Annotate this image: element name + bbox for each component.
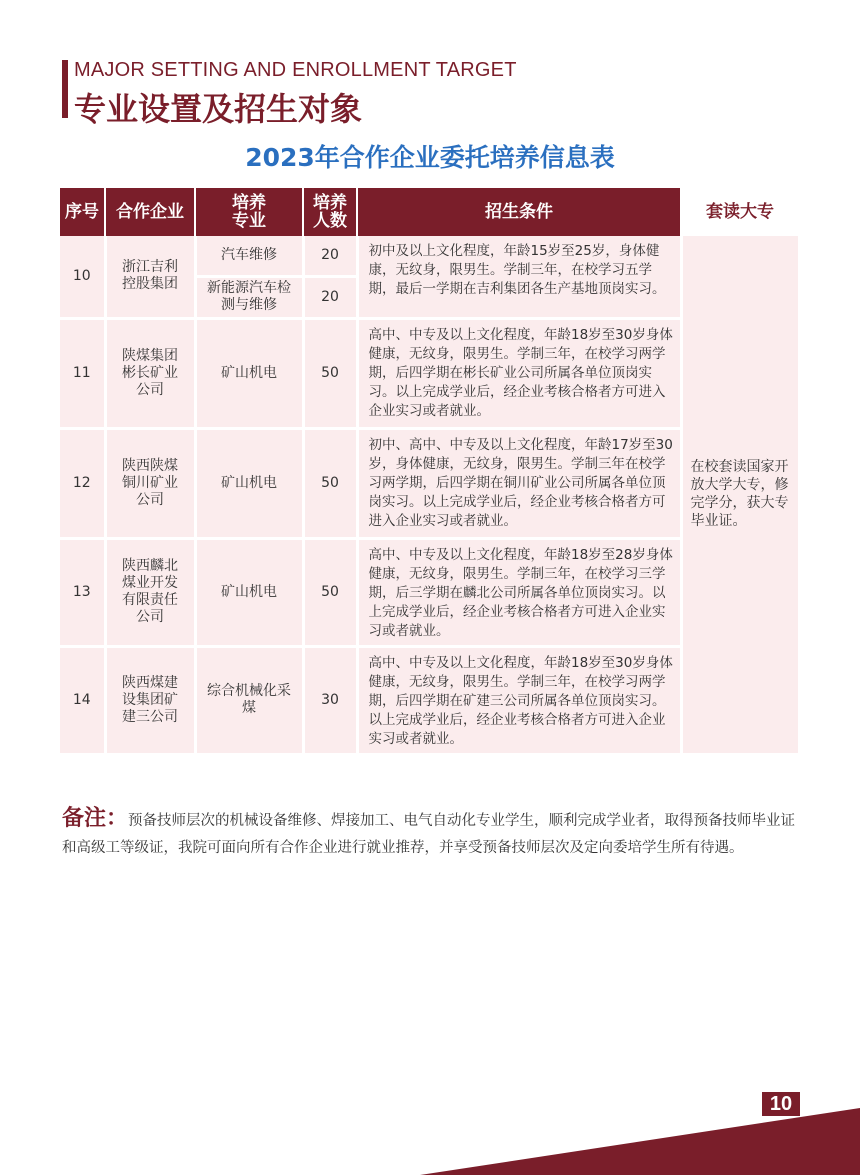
row-condition: 初中及以上文化程度，年龄15岁至25岁，身体健康，无纹身，限男生。学制三年，在校学习五学期，最后一学期在吉利集团各生产基地顶岗实习。 xyxy=(357,236,681,318)
row-company: 陕西煤建设集团矿建三公司 xyxy=(105,646,195,754)
header-condition: 招生条件 xyxy=(357,188,681,236)
page-number: 10 xyxy=(762,1092,800,1116)
table-title: 2023年合作企业委托培养信息表 xyxy=(245,143,615,172)
header-accent-bar xyxy=(62,60,68,118)
header-college: 套读大专 xyxy=(681,188,798,236)
row-major: 新能源汽车检测与维修 xyxy=(195,276,303,318)
row-condition: 高中、中专及以上文化程度，年龄18岁至30岁身体健康，无纹身，限男生。学制三年，在校学习两学期，后四学期在彬长矿业公司所属各单位顶岗实习。以上完成学业后，经企业考核合格者方可进入企业实习或者就业。 xyxy=(357,318,681,428)
header-major-line1: 培养 xyxy=(232,193,266,213)
row-company: 陕西麟北煤业开发有限责任公司 xyxy=(105,538,195,646)
row-company: 陕煤集团彬长矿业公司 xyxy=(105,318,195,428)
row-condition: 高中、中专及以上文化程度，年龄18岁至30岁身体健康，无纹身，限男生。学制三年，在校学习两学期，后四学期在矿建三公司所属各单位顶岗实习。以上完成学业后，经企业考核合格者方可进入企业实习或者就业。 xyxy=(357,646,681,754)
row-condition: 初中、高中、中专及以上文化程度，年龄17岁至30岁，身体健康，无纹身，限男生。学制三年在校学习两学期，后四学期在铜川矿业公司所属各单位顶岗实习。以上完成学业后，经企业考核合格者方可进入企业实习或者就业。 xyxy=(357,428,681,538)
header-title-cn: 专业设置及招生对象 xyxy=(74,90,363,128)
college-note-text: 在校套读国家开放大学大专，修完学分，获大专毕业证。 xyxy=(690,459,789,530)
row-major: 综合机械化采煤 xyxy=(195,646,303,754)
row-count: 30 xyxy=(303,646,357,754)
header-major xyxy=(195,188,303,236)
row-seq: 13 xyxy=(60,538,105,646)
row-condition: 高中、中专及以上文化程度，年龄18岁至28岁身体健康，无纹身，限男生。学制三年，在校学习三学期，后三学期在麟北公司所属各单位顶岗实习。以上完成学业后，经企业考核合格者方可进入企业实习或者就业。 xyxy=(357,538,681,646)
row-major: 矿山机电 xyxy=(195,538,303,646)
header-count-line2: 人数 xyxy=(313,211,347,231)
header-count xyxy=(303,188,357,236)
header-count-line1: 培养 xyxy=(313,193,347,213)
table-row xyxy=(60,236,798,276)
row-major: 矿山机电 xyxy=(195,428,303,538)
remark-label: 备注： xyxy=(62,806,129,831)
header-seq: 序号 xyxy=(60,188,105,236)
row-company: 浙江吉利控股集团 xyxy=(105,236,195,318)
enrollment-table xyxy=(60,188,798,756)
row-seq: 14 xyxy=(60,646,105,754)
header-company: 合作企业 xyxy=(105,188,195,236)
row-count: 50 xyxy=(303,538,357,646)
college-note xyxy=(681,236,798,754)
row-major: 汽车维修 xyxy=(195,236,303,276)
table-header-row xyxy=(60,188,798,236)
header-major-line2: 专业 xyxy=(232,211,266,231)
remark xyxy=(62,805,806,862)
row-count: 50 xyxy=(303,428,357,538)
remark-text: 预备技师层次的机械设备维修、焊接加工、电气自动化专业学生，顺利完成学业者，取得预备技师毕业证和高级工等级证，我院可面向所有合作企业进行就业推荐，并享受预备技师层次及定向委培学生所有待遇。 xyxy=(62,813,796,856)
row-seq: 10 xyxy=(60,236,105,318)
row-count: 20 xyxy=(303,276,357,318)
row-count: 20 xyxy=(303,236,357,276)
row-count: 50 xyxy=(303,318,357,428)
row-seq: 11 xyxy=(60,318,105,428)
row-seq: 12 xyxy=(60,428,105,538)
header-title-en: MAJOR SETTING AND ENROLLMENT TARGET xyxy=(74,59,517,81)
row-company: 陕西陕煤铜川矿业公司 xyxy=(105,428,195,538)
row-major: 矿山机电 xyxy=(195,318,303,428)
